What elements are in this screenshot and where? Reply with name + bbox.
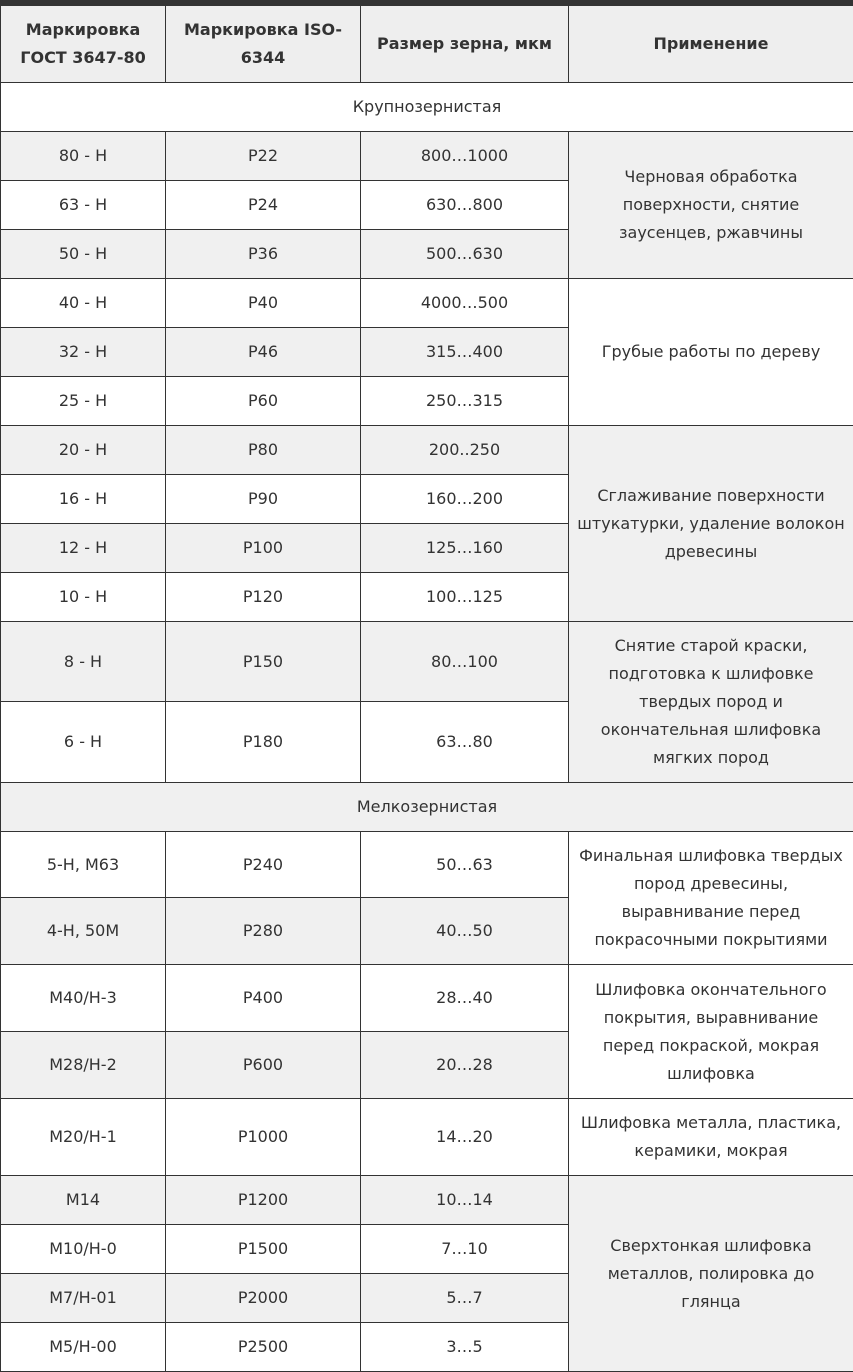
header-iso: Маркировка ISO-6344 [166, 6, 361, 83]
size-cell: 3…5 [361, 1323, 569, 1372]
size-cell: 80…100 [361, 622, 569, 702]
iso-cell: P2500 [166, 1323, 361, 1372]
size-cell: 800…1000 [361, 132, 569, 181]
size-cell: 40…50 [361, 898, 569, 965]
section-row-coarse [1, 83, 853, 132]
gost-cell: 8 - Н [1, 622, 166, 702]
table-row [1, 965, 853, 1032]
iso-cell: P280 [166, 898, 361, 965]
size-cell: 200..250 [361, 426, 569, 475]
application-cell: Снятие старой краски, подготовка к шлифовке твердых пород и окончательная шлифовка мягких пород [569, 622, 853, 783]
size-cell: 630…800 [361, 181, 569, 230]
gost-cell: М5/Н-00 [1, 1323, 166, 1372]
iso-cell: P1200 [166, 1176, 361, 1225]
gost-cell: 25 - Н [1, 377, 166, 426]
size-cell: 500…630 [361, 230, 569, 279]
iso-cell: P600 [166, 1032, 361, 1099]
iso-cell: P120 [166, 573, 361, 622]
gost-cell: 80 - Н [1, 132, 166, 181]
application-cell: Сглаживание поверхности штукатурки, удаление волокон древесины [569, 426, 853, 622]
section-label-coarse: Крупнозернистая [1, 83, 853, 132]
gost-cell: 5-Н, М63 [1, 832, 166, 898]
gost-cell: 32 - Н [1, 328, 166, 377]
size-cell: 125…160 [361, 524, 569, 573]
iso-cell: P40 [166, 279, 361, 328]
iso-cell: P150 [166, 622, 361, 702]
grit-table [0, 5, 853, 1372]
size-cell: 315…400 [361, 328, 569, 377]
iso-cell: P2000 [166, 1274, 361, 1323]
gost-cell: М10/Н-0 [1, 1225, 166, 1274]
application-cell: Грубые работы по дереву [569, 279, 853, 426]
table-row [1, 426, 853, 475]
application-cell: Финальная шлифовка твердых пород древесины, выравнивание перед покрасочными покрытиями [569, 832, 853, 965]
size-cell: 7…10 [361, 1225, 569, 1274]
gost-cell: 10 - Н [1, 573, 166, 622]
size-cell: 250…315 [361, 377, 569, 426]
size-cell: 14…20 [361, 1099, 569, 1176]
header-gost: Маркировка ГОСТ 3647-80 [1, 6, 166, 83]
iso-cell: P1000 [166, 1099, 361, 1176]
size-cell: 5…7 [361, 1274, 569, 1323]
gost-cell: 63 - Н [1, 181, 166, 230]
header-size: Размер зерна, мкм [361, 6, 569, 83]
iso-cell: P22 [166, 132, 361, 181]
iso-cell: P24 [166, 181, 361, 230]
size-cell: 20…28 [361, 1032, 569, 1099]
iso-cell: P1500 [166, 1225, 361, 1274]
application-cell: Черновая обработка поверхности, снятие заусенцев, ржавчины [569, 132, 853, 279]
table-row [1, 832, 853, 898]
iso-cell: P240 [166, 832, 361, 898]
table-row [1, 279, 853, 328]
gost-cell: 6 - Н [1, 702, 166, 783]
size-cell: 160…200 [361, 475, 569, 524]
iso-cell: P400 [166, 965, 361, 1032]
size-cell: 63…80 [361, 702, 569, 783]
gost-cell: 20 - Н [1, 426, 166, 475]
gost-cell: 16 - Н [1, 475, 166, 524]
gost-cell: 50 - Н [1, 230, 166, 279]
size-cell: 100…125 [361, 573, 569, 622]
iso-cell: P46 [166, 328, 361, 377]
iso-cell: P100 [166, 524, 361, 573]
gost-cell: М7/Н-01 [1, 1274, 166, 1323]
table-row [1, 1176, 853, 1225]
size-cell: 10…14 [361, 1176, 569, 1225]
size-cell: 4000…500 [361, 279, 569, 328]
table-row [1, 622, 853, 702]
header-row [1, 6, 853, 83]
size-cell: 28…40 [361, 965, 569, 1032]
application-cell: Сверхтонкая шлифовка металлов, полировка до глянца [569, 1176, 853, 1372]
application-cell: Шлифовка металла, пластика, керамики, мокрая [569, 1099, 853, 1176]
iso-cell: P80 [166, 426, 361, 475]
iso-cell: P180 [166, 702, 361, 783]
table-row [1, 132, 853, 181]
gost-cell: 4-Н, 50М [1, 898, 166, 965]
iso-cell: P36 [166, 230, 361, 279]
iso-cell: P90 [166, 475, 361, 524]
gost-cell: 40 - Н [1, 279, 166, 328]
gost-cell: М14 [1, 1176, 166, 1225]
iso-cell: P60 [166, 377, 361, 426]
gost-cell: М40/Н-3 [1, 965, 166, 1032]
size-cell: 50…63 [361, 832, 569, 898]
section-label-fine: Мелкозернистая [1, 783, 853, 832]
header-application: Применение [569, 6, 853, 83]
application-cell: Шлифовка окончательного покрытия, выравнивание перед покраской, мокрая шлифовка [569, 965, 853, 1099]
section-row-fine [1, 783, 853, 832]
table-row [1, 1099, 853, 1176]
gost-cell: М28/Н-2 [1, 1032, 166, 1099]
gost-cell: М20/Н-1 [1, 1099, 166, 1176]
gost-cell: 12 - Н [1, 524, 166, 573]
